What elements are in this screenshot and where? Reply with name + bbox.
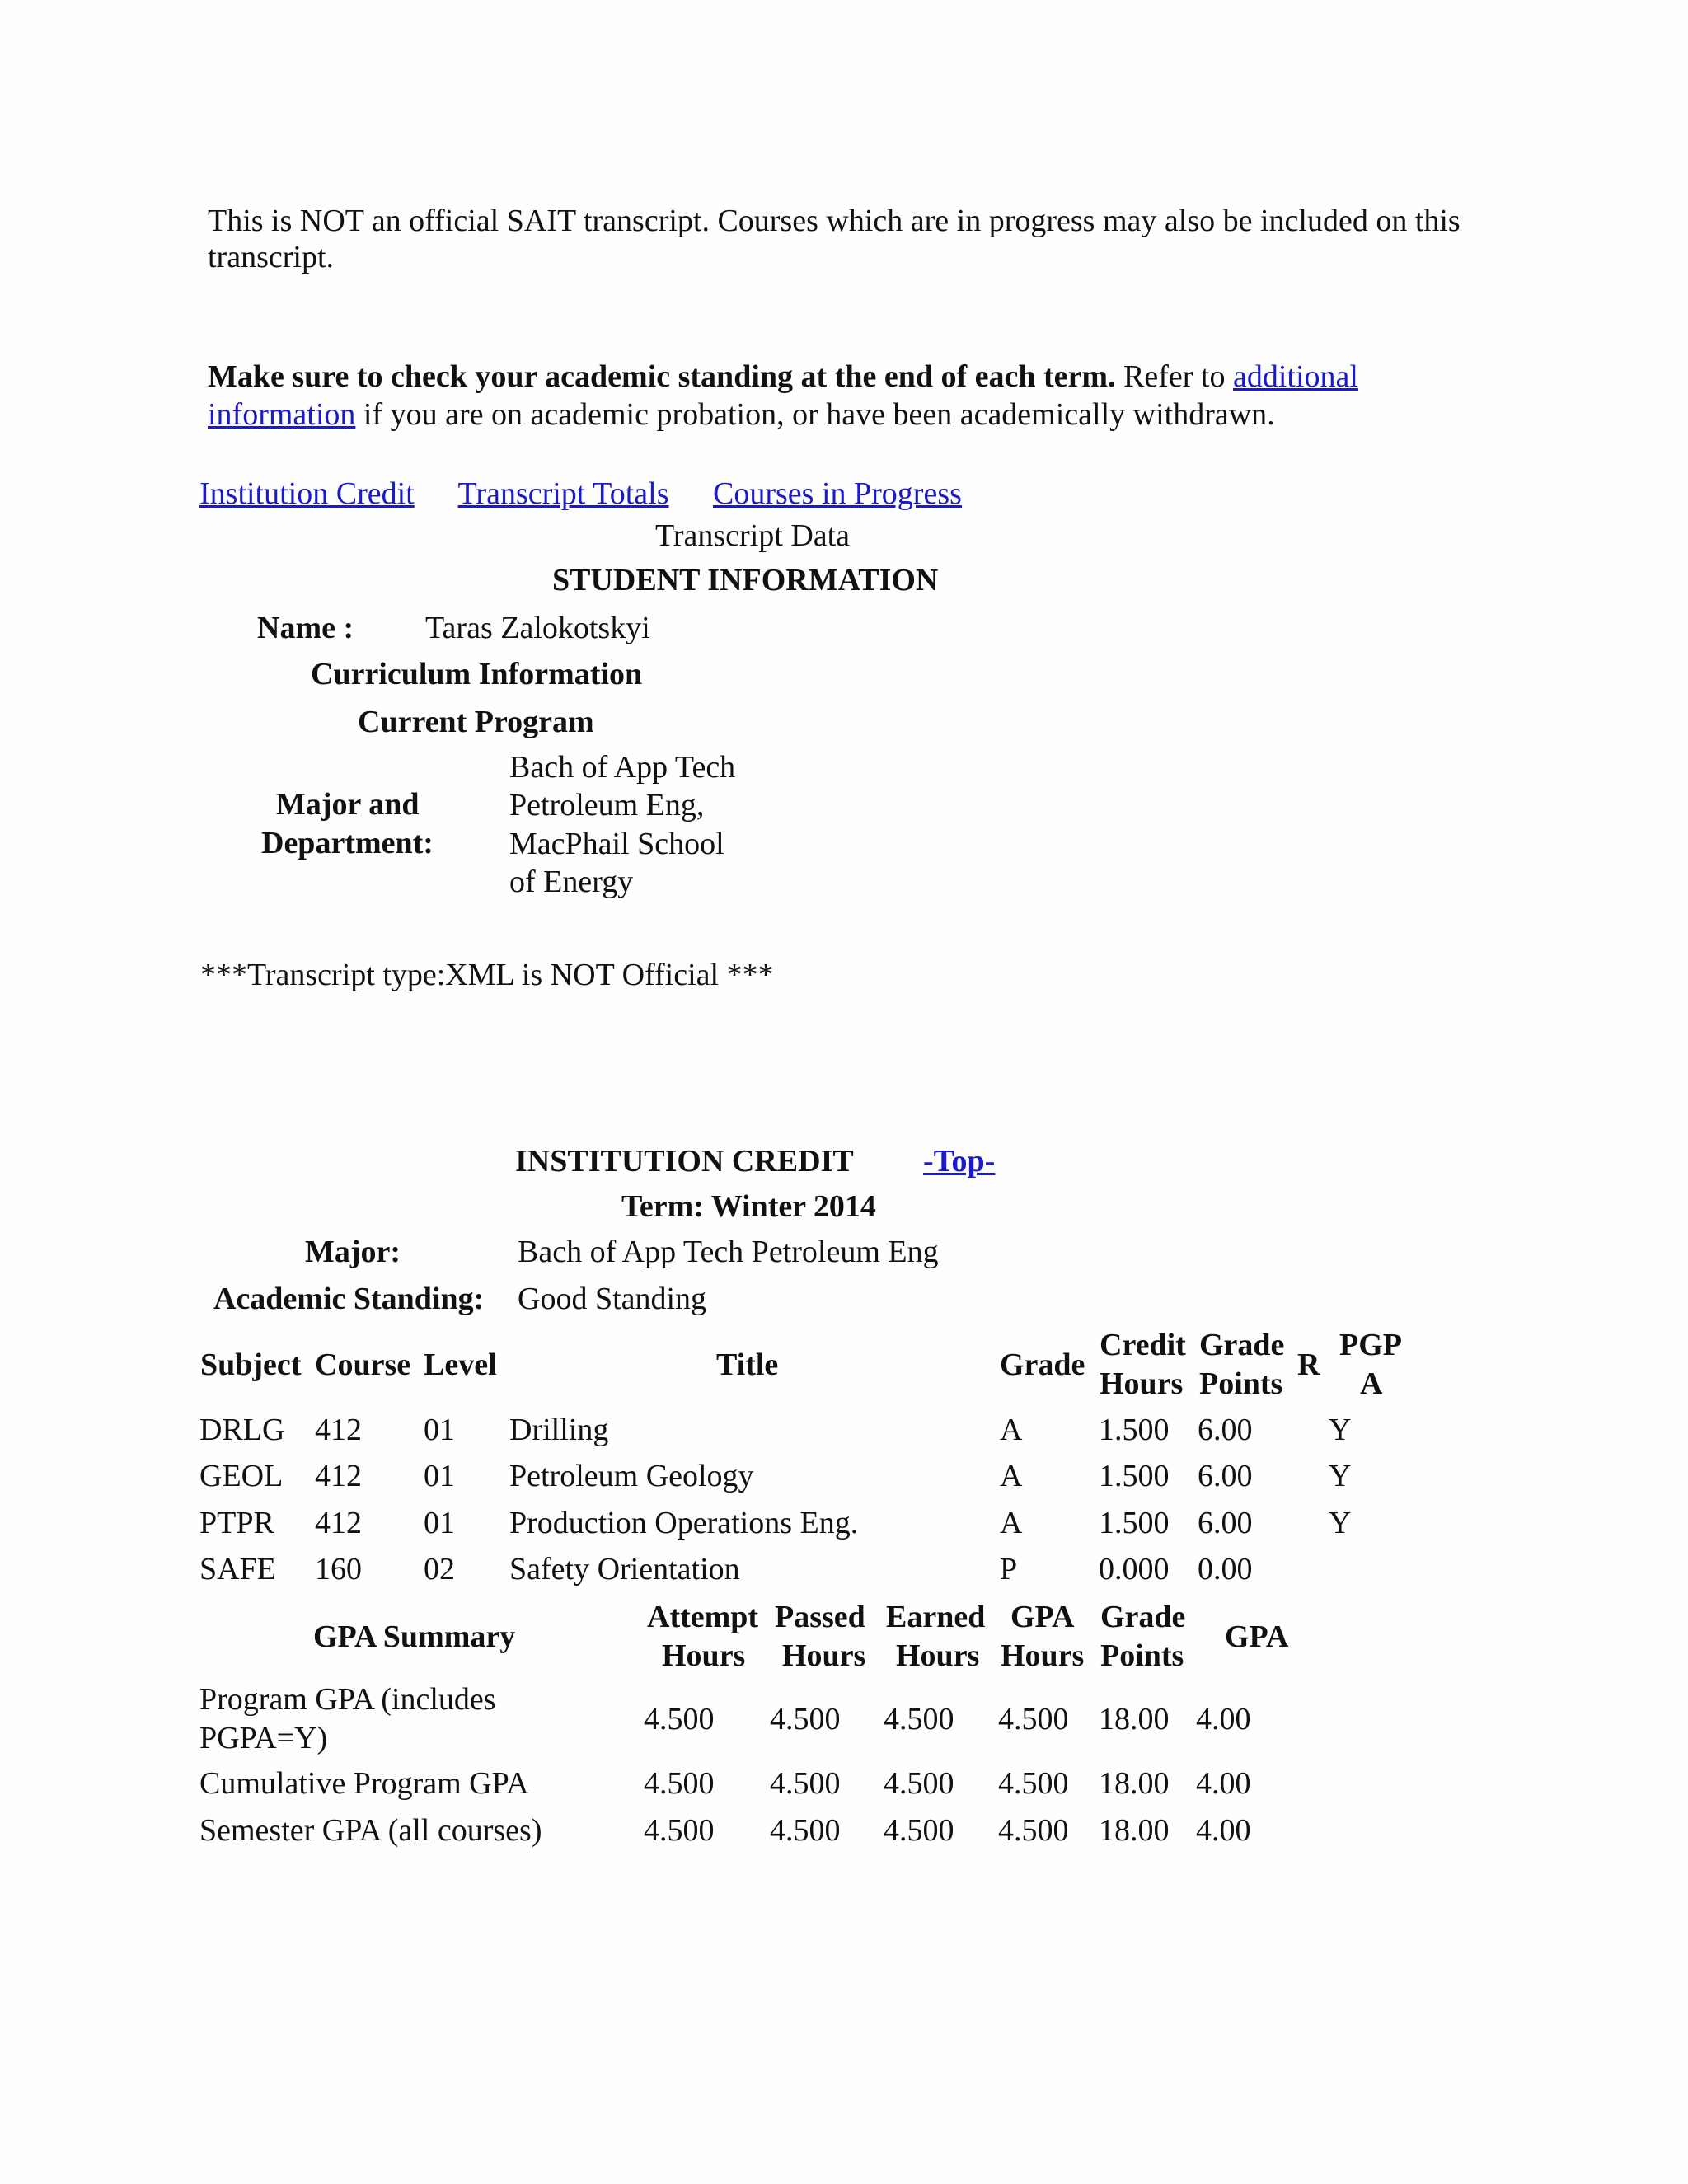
gpa-summary-heading: GPA Summary: [313, 1619, 516, 1654]
major-line: MacPhail School: [509, 827, 724, 861]
major-value: Bach of App Tech Petroleum Eng: [518, 1235, 939, 1269]
col-gpa: GPA: [1225, 1619, 1289, 1654]
cell-pgpa: Y: [1329, 1413, 1352, 1447]
top-link[interactable]: -Top-: [923, 1144, 996, 1179]
gpa-row-label-l1: Cumulative Program GPA: [199, 1766, 529, 1801]
col-credit-hours-l1: Credit: [1100, 1328, 1186, 1362]
major-label-line1: Major and: [276, 787, 420, 822]
col-gp-l2: Points: [1100, 1638, 1184, 1673]
cell-credit-hours: 0.000: [1099, 1552, 1170, 1586]
institution-credit-heading: INSTITUTION CREDIT: [515, 1144, 854, 1179]
col-gpa-hours-l1: GPA: [1010, 1600, 1075, 1634]
cell-grade-points: 18.00: [1099, 1766, 1170, 1801]
student-info-heading: STUDENT INFORMATION: [552, 563, 939, 598]
cell-level: 01: [424, 1506, 455, 1540]
cell-attempt-hours: 4.500: [644, 1813, 715, 1848]
cell-level: 02: [424, 1552, 455, 1586]
cell-subject: DRLG: [199, 1413, 285, 1447]
cell-title: Production Operations Eng.: [509, 1506, 859, 1540]
col-earned-hours-l2: Hours: [896, 1638, 980, 1673]
cell-gpa-hours: 4.500: [998, 1766, 1069, 1801]
cell-course: 412: [315, 1459, 362, 1493]
standing-note-rest: if you are on academic probation, or have been academically withdrawn.: [363, 397, 1275, 432]
cell-earned-hours: 4.500: [884, 1702, 954, 1736]
cell-passed-hours: 4.500: [770, 1766, 841, 1801]
cell-credit-hours: 1.500: [1099, 1506, 1170, 1540]
cell-gpa-hours: 4.500: [998, 1813, 1069, 1848]
col-r: R: [1297, 1347, 1320, 1382]
cell-earned-hours: 4.500: [884, 1813, 954, 1848]
cell-grade-points: 0.00: [1198, 1552, 1253, 1586]
col-attempt-hours-l1: Attempt: [647, 1600, 759, 1634]
gpa-row-label-l1: Program GPA (includes: [199, 1682, 496, 1717]
cell-grade-points: 18.00: [1099, 1702, 1170, 1736]
cell-attempt-hours: 4.500: [644, 1766, 715, 1801]
cell-passed-hours: 4.500: [770, 1702, 841, 1736]
cell-attempt-hours: 4.500: [644, 1702, 715, 1736]
cell-subject: PTPR: [199, 1506, 274, 1540]
cell-earned-hours: 4.500: [884, 1766, 954, 1801]
cell-gpa: 4.00: [1196, 1813, 1251, 1848]
cell-course: 160: [315, 1552, 362, 1586]
col-pgpa-l1: PGP: [1339, 1328, 1402, 1362]
col-course: Course: [315, 1347, 411, 1382]
cell-level: 01: [424, 1459, 455, 1493]
col-gpa-hours-l2: Hours: [1001, 1638, 1085, 1673]
standing-note-refer: Refer to: [1123, 359, 1226, 394]
cell-pgpa: Y: [1329, 1459, 1352, 1493]
col-attempt-hours-l2: Hours: [662, 1638, 746, 1673]
term-heading: Term: Winter 2014: [621, 1189, 876, 1224]
cell-course: 412: [315, 1413, 362, 1447]
transcript-data-caption: Transcript Data: [655, 518, 851, 553]
col-grade: Grade: [1000, 1347, 1085, 1382]
cell-grade: A: [1000, 1506, 1023, 1540]
cell-subject: GEOL: [199, 1459, 284, 1493]
nav-transcript-totals[interactable]: Transcript Totals: [457, 476, 669, 511]
nav-courses-in-progress[interactable]: Courses in Progress: [713, 476, 962, 511]
col-subject: Subject: [200, 1347, 302, 1382]
col-credit-hours-l2: Hours: [1100, 1366, 1184, 1401]
cell-gpa: 4.00: [1196, 1766, 1251, 1801]
cell-grade-points: 6.00: [1198, 1459, 1253, 1493]
nav-institution-credit[interactable]: Institution Credit: [199, 476, 415, 511]
curriculum-heading: Curriculum Information: [311, 657, 643, 691]
standing-note-bold: Make sure to check your academic standing at the end of each term.: [208, 359, 1116, 394]
cell-credit-hours: 1.500: [1099, 1413, 1170, 1447]
cell-passed-hours: 4.500: [770, 1813, 841, 1848]
gpa-row-label-l2: PGPA=Y): [199, 1721, 328, 1755]
current-program-heading: Current Program: [358, 705, 594, 739]
major-line: of Energy: [509, 865, 634, 899]
major-label-line2: Department:: [261, 826, 434, 860]
cell-grade-points: 6.00: [1198, 1413, 1253, 1447]
academic-standing-label: Academic Standing:: [213, 1282, 485, 1316]
section-nav: [199, 476, 998, 513]
cell-title: Petroleum Geology: [509, 1459, 754, 1493]
cell-grade: A: [1000, 1413, 1023, 1447]
col-grade-points-l1: Grade: [1199, 1328, 1285, 1362]
col-title: Title: [716, 1347, 779, 1382]
cell-grade: P: [1000, 1552, 1018, 1586]
cell-level: 01: [424, 1413, 455, 1447]
cell-gpa: 4.00: [1196, 1702, 1251, 1736]
major-label: Major:: [305, 1235, 401, 1269]
cell-gpa-hours: 4.500: [998, 1702, 1069, 1736]
cell-grade-points: 6.00: [1198, 1506, 1253, 1540]
additional-information-link[interactable]: additional information: [208, 359, 1358, 432]
unofficial-notice: This is NOT an official SAIT transcript. Courses which are in progress may also be included on this transcript.: [208, 204, 1461, 274]
cell-title: Drilling: [509, 1413, 609, 1447]
col-gp-l1: Grade: [1100, 1600, 1186, 1634]
major-line: Petroleum Eng,: [509, 788, 705, 823]
cell-pgpa: Y: [1329, 1506, 1352, 1540]
gpa-row-label-l1: Semester GPA (all courses): [199, 1813, 542, 1848]
col-earned-hours-l1: Earned: [886, 1600, 986, 1634]
cell-course: 412: [315, 1506, 362, 1540]
cell-title: Safety Orientation: [509, 1552, 740, 1586]
col-passed-hours-l1: Passed: [775, 1600, 865, 1634]
standing-note: [208, 358, 1493, 434]
academic-standing-value: Good Standing: [518, 1282, 707, 1316]
cell-credit-hours: 1.500: [1099, 1459, 1170, 1493]
student-name: Taras Zalokotskyi: [425, 611, 650, 645]
transcript-type: ***Transcript type:XML is NOT Official ***: [200, 958, 774, 992]
name-label: Name :: [257, 611, 354, 645]
cell-subject: SAFE: [199, 1552, 276, 1586]
major-line: Bach of App Tech: [509, 750, 736, 785]
col-passed-hours-l2: Hours: [782, 1638, 866, 1673]
cell-grade-points: 18.00: [1099, 1813, 1170, 1848]
col-grade-points-l2: Points: [1199, 1366, 1283, 1401]
col-level: Level: [424, 1347, 497, 1382]
cell-grade: A: [1000, 1459, 1023, 1493]
col-pgpa-l2: A: [1360, 1366, 1383, 1401]
